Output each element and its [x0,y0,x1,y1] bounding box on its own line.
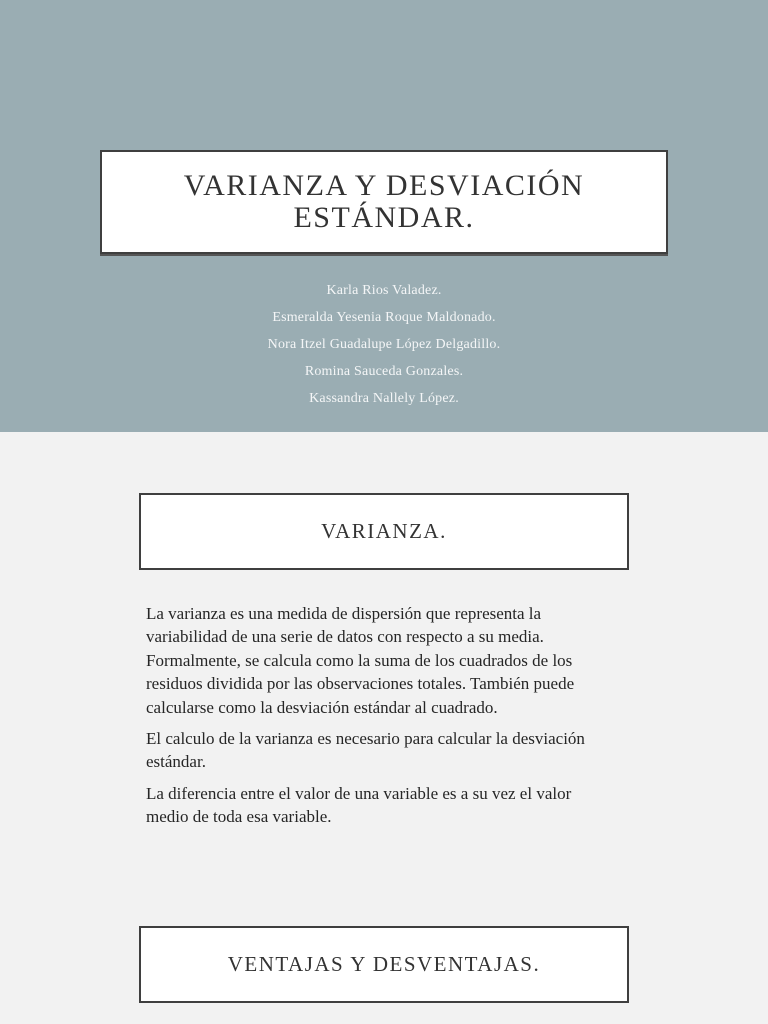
author-name: Kassandra Nallely López. [309,391,459,406]
body-text [146,602,616,837]
author-name: Nora Itzel Guadalupe López Delgadillo. [267,337,501,352]
paragraph: La varianza es una medida de dispersión que representa la variabilidad de una serie de datos con respecto a su media. Formalmente, se calcula como la suma de los cuadrados de los residuos dividida por las observaciones totales. También puede calcularse como la desviación estándar al cuadrado. [146,604,575,717]
author-name: Esmeralda Yesenia Roque Maldonado. [272,310,496,325]
paragraph: La diferencia entre el valor de una variable es a su vez el valor medio de toda esa variable. [146,783,572,827]
author-list [0,277,768,412]
content-slide [0,432,768,1024]
section-heading-box [139,493,629,570]
paragraph: El calculo de la varianza es necesario para calcular la desviación estándar. [146,729,585,772]
author-name: Romina Sauceda Gonzales. [304,364,464,379]
title-box [100,150,668,254]
author-name: Karla Rios Valadez. [326,283,442,298]
section-heading: VARIANZA. [321,519,447,543]
next-section-heading-box [139,926,629,1003]
title-slide [0,0,768,432]
title-line-1: VARIANZA Y DESVIACIÓN [183,169,585,202]
next-section-heading: VENTAJAS Y DESVENTAJAS. [227,952,541,976]
title-line-2: ESTÁNDAR. [293,201,475,234]
